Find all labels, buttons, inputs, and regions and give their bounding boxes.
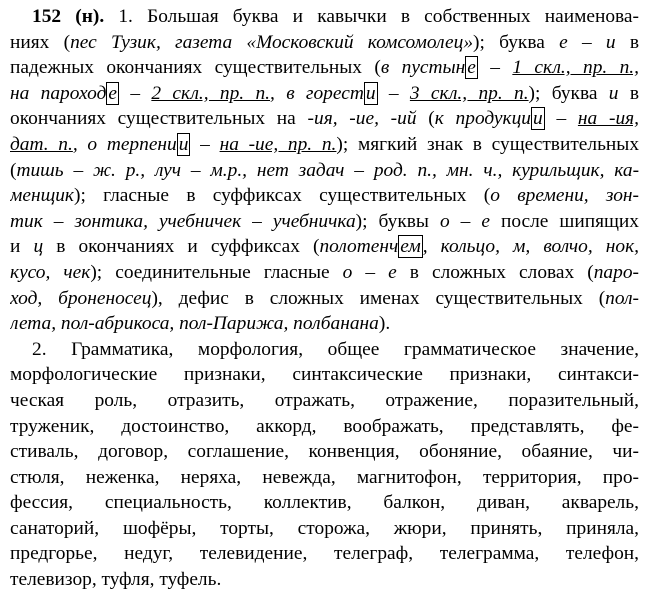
part2-line-10: телевизор, туфля, туфель. (10, 569, 222, 591)
part1-line-9: тик – зонтика, учебничек – учебничка); буквы о – е после шипящих (10, 210, 639, 232)
part2-line-9: предгорье, недуг, телевидение, телеграф, телеграмма, телефон, (10, 543, 639, 565)
part2-line-8: санаторий, шофёры, торты, сторожа, жюри, принять, приняла, (10, 517, 639, 539)
part1-line-1: 152 (н). 1. Большая буква и кавычки в собственных наименова- (32, 6, 639, 27)
part1-line-8: менщик); гласные в суффиксах существительных (о времени, зон- (10, 185, 639, 207)
exercise-number: 152 (н). (32, 6, 105, 27)
part1-line-5: окончаниях существительных на -ия, -ие, -ий (к продукци и – на -ия, (10, 108, 639, 130)
part1-line-11: кусо, чек); соединительные гласные о – е в сложных словах (паро- (10, 261, 639, 283)
part1-line-12: ход, броненосец), дефис в сложных именах существительных (пол- (10, 287, 639, 309)
part2-line-7: фессия, специальность, коллектив, балкон, диван, акварель, (10, 492, 639, 514)
part1-line-10: и ц в окончаниях и суффиксах (полотенч ем , кольцо, м, волчо, нок, (10, 236, 639, 258)
part2-line-3: ческая роль, отразить, отражать, отражение, поразительный, (10, 389, 639, 411)
part1-line-3: падежных окончаниях существительных (в пустын е – 1 скл., пр. п., (10, 57, 639, 79)
part1-line-2: ниях (пес Тузик, газета «Московский комсомолец»); буква е – и в (10, 31, 639, 53)
part1-line-6: дат. п., о терпени и – на -ие, пр. п.); мягкий знак в существительных (10, 133, 639, 155)
part1-line-7: (тишь – ж. р., луч – м.р., нет задач – род. п., мн. ч., курильщик, ка- (10, 159, 639, 181)
part2-line-4: труженик, достоинство, аккорд, воображать, представлять, фе- (10, 415, 639, 437)
part2-line-1: 2. Грамматика, морфология, общее грамматическое значение, (32, 338, 639, 360)
part1-line-4: на пароход е – 2 скл., пр. п., в горест и – 3 скл., пр. п.); буква и в (10, 82, 639, 104)
part2-line-5: стиваль, договор, соглашение, конвенция, обоняние, обаяние, чи- (10, 441, 639, 463)
part1-line-13: лета, пол-абрикоса, пол-Парижа, полбанана). (10, 313, 391, 335)
part2-line-6: стюля, неженка, неряха, невежда, магнитофон, территория, про- (10, 466, 639, 488)
part2-line-2: морфологические признаки, синтаксические признаки, синтакси- (10, 364, 639, 386)
